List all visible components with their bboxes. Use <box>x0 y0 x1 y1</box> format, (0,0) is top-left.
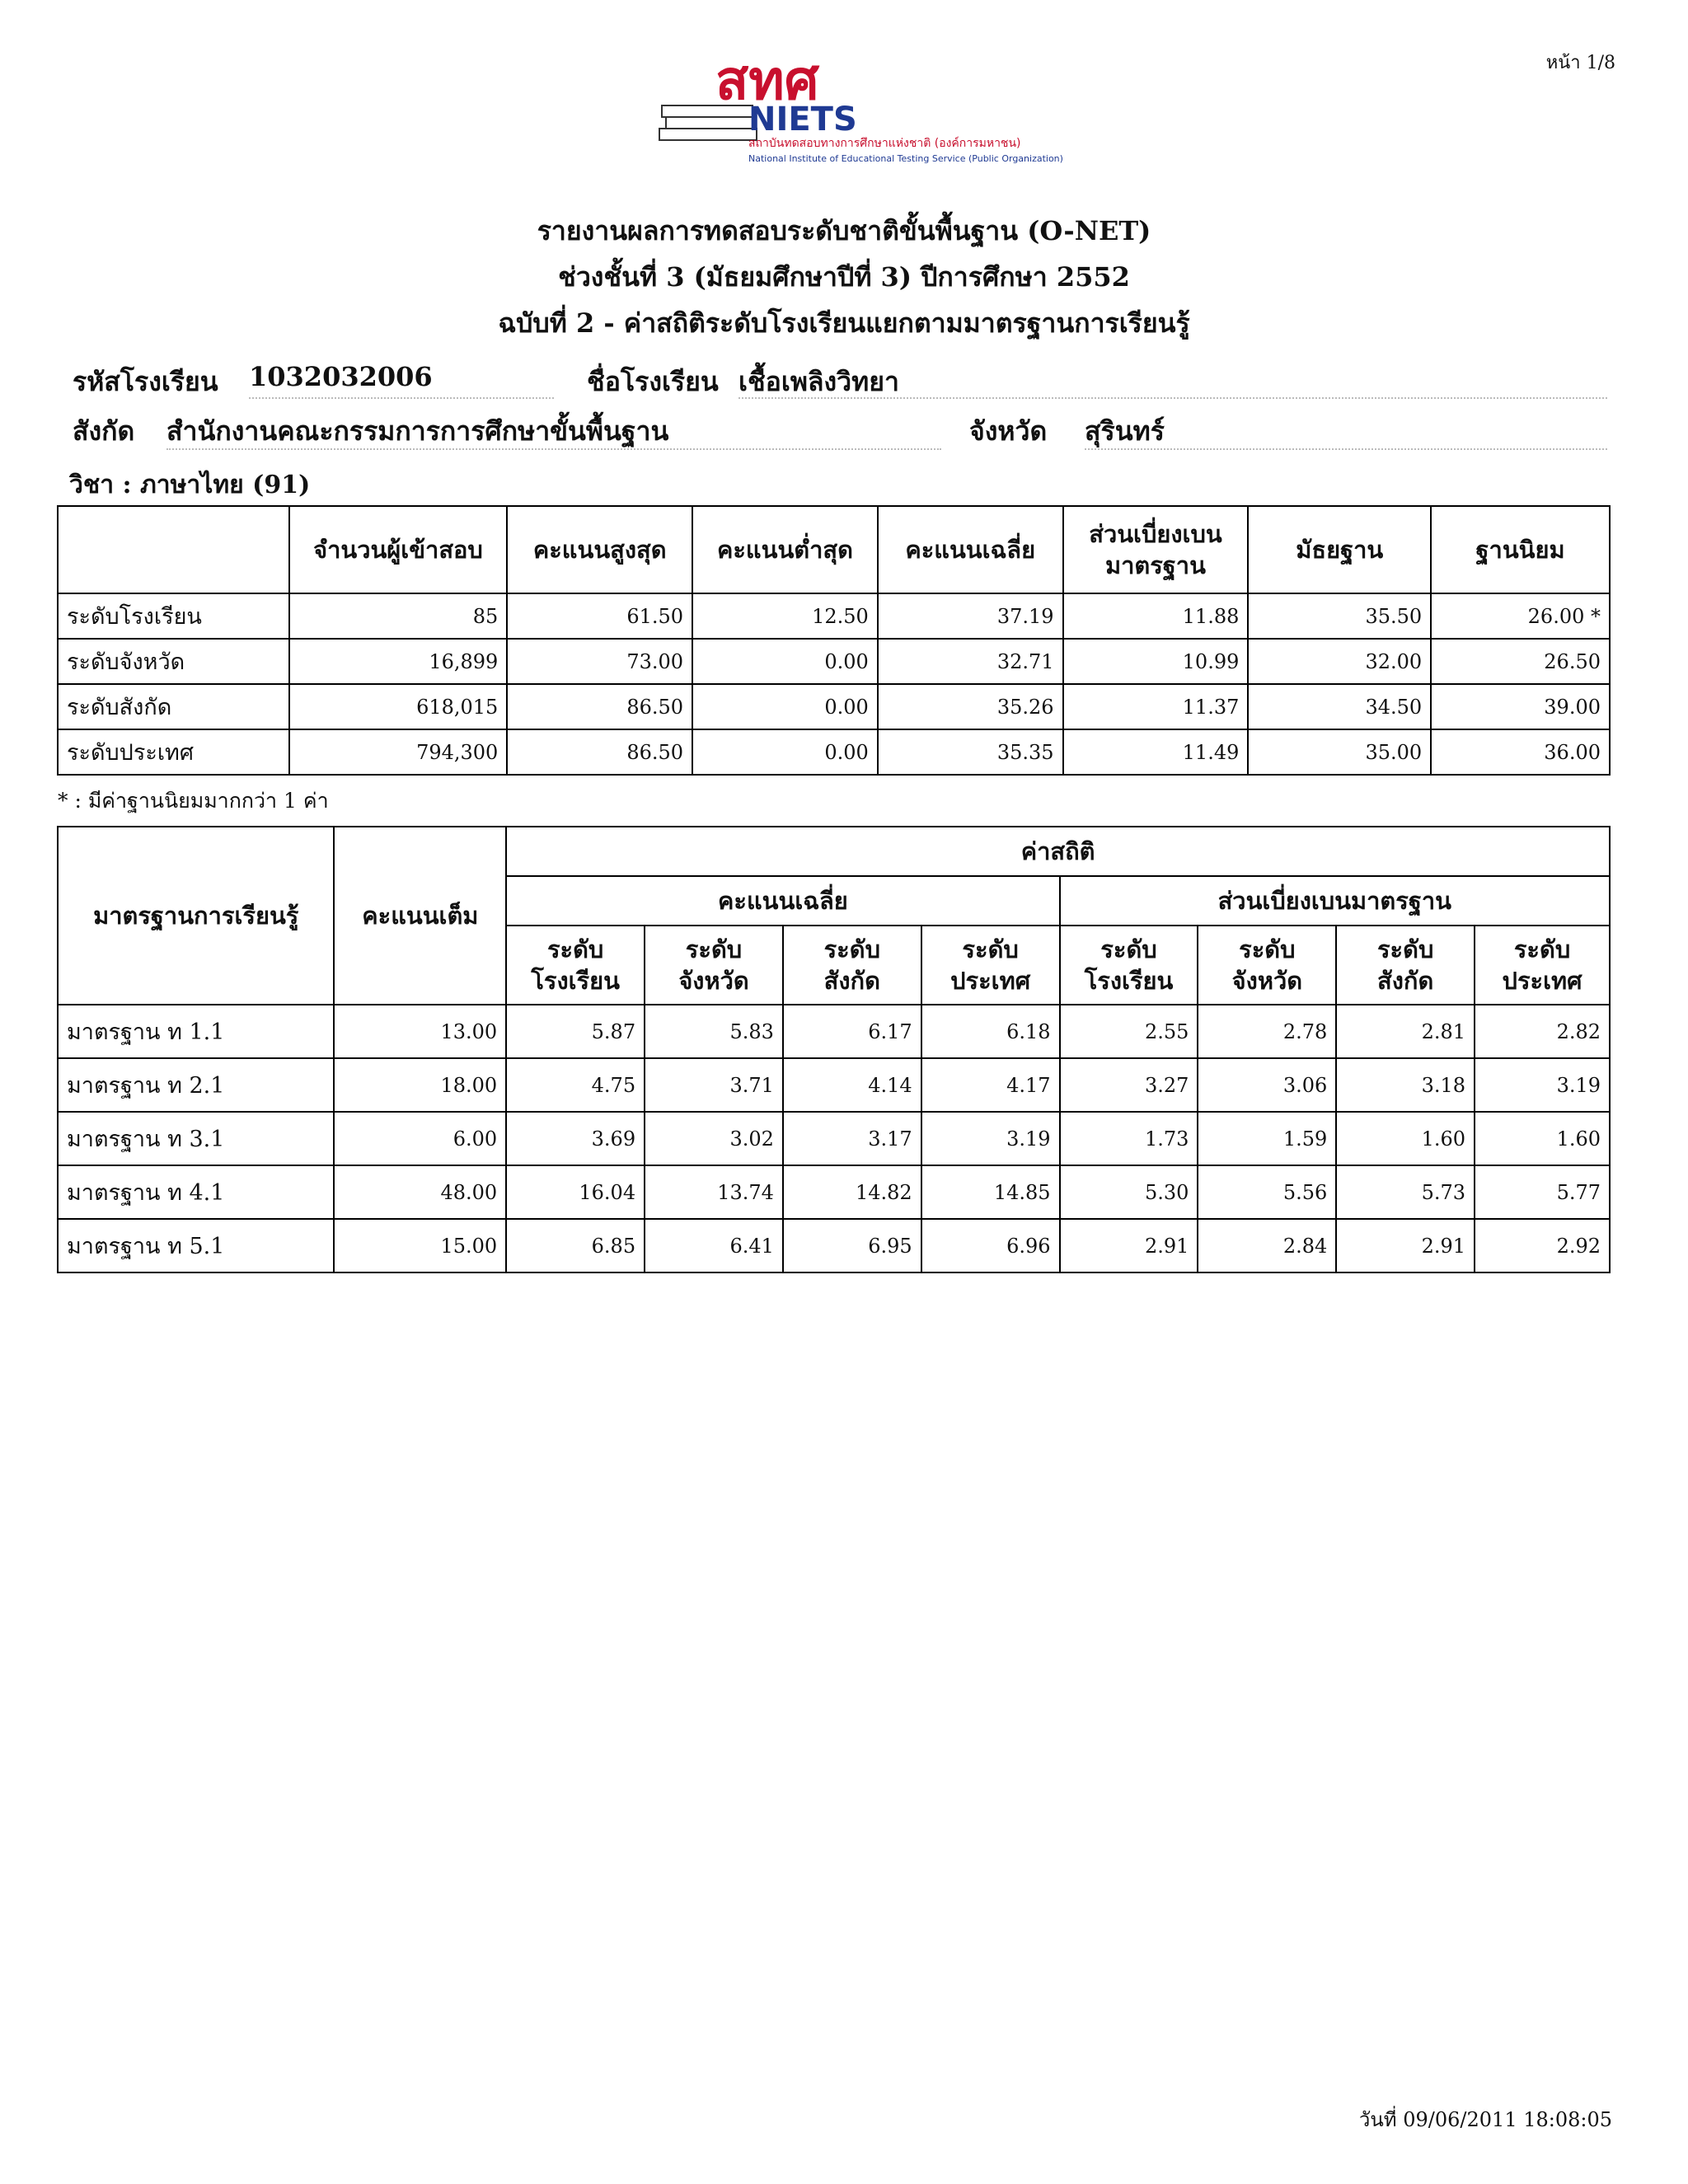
standards-cell: 2.55 <box>1060 1005 1198 1058</box>
level-header-name: สังกัด <box>1377 967 1434 995</box>
summary-cell: 36.00 <box>1431 729 1610 775</box>
summary-header-max: คะแนนสูงสุด <box>507 506 692 593</box>
standards-cell: 18.00 <box>334 1058 506 1112</box>
standards-cell: 5.83 <box>645 1005 783 1058</box>
level-header <box>1475 926 1610 1005</box>
standards-cell: 48.00 <box>334 1165 506 1219</box>
standards-cell: 13.00 <box>334 1005 506 1058</box>
level-header-top: ระดับ <box>823 935 881 963</box>
summary-row <box>58 729 1610 775</box>
school-code-value: 1032032006 <box>249 361 433 392</box>
level-header-top: ระดับ <box>1513 935 1571 963</box>
logo-thai-mark: สทศ <box>715 49 819 112</box>
standards-cell: 2.91 <box>1060 1219 1198 1272</box>
summary-cell: 32.71 <box>878 639 1063 684</box>
province-label: จังหวัด <box>969 415 1048 447</box>
title-line-1: รายงานผลการทดสอบระดับชาติขั้นพื้นฐาน (O-NET) <box>537 215 1151 246</box>
standards-cell: 1.59 <box>1198 1112 1336 1165</box>
summary-cell: 0.00 <box>692 684 878 729</box>
summary-row <box>58 684 1610 729</box>
summary-cell: 794,300 <box>289 729 508 775</box>
standards-table <box>57 826 1611 1273</box>
summary-cell: 26.50 <box>1431 639 1610 684</box>
summary-row <box>58 639 1610 684</box>
standards-cell: 2.91 <box>1336 1219 1475 1272</box>
level-header-top: ระดับ <box>685 935 743 963</box>
school-name-value: เชื้อเพลิงวิทยา <box>738 366 899 397</box>
standards-cell: 2.78 <box>1198 1005 1336 1058</box>
standards-row <box>58 1112 1610 1165</box>
level-header-top: ระดับ <box>1239 935 1296 963</box>
level-header <box>1336 926 1475 1005</box>
summary-cell: 37.19 <box>878 593 1063 639</box>
level-header-top: ระดับ <box>546 935 604 963</box>
standards-cell: 4.17 <box>921 1058 1060 1112</box>
summary-cell: 0.00 <box>692 729 878 775</box>
school-code-label: รหัสโรงเรียน <box>73 366 218 397</box>
level-header-top: ระดับ <box>962 935 1019 963</box>
school-name-underline <box>738 397 1607 399</box>
province-underline <box>1085 448 1607 450</box>
standards-cell: 5.87 <box>506 1005 645 1058</box>
standards-cell: มาตรฐาน ท 2.1 <box>58 1058 334 1112</box>
standards-cell: มาตรฐาน ท 4.1 <box>58 1165 334 1219</box>
standards-cell: 1.60 <box>1475 1112 1610 1165</box>
summary-cell: ระดับสังกัด <box>58 684 289 729</box>
level-header-name: จังหวัด <box>1231 967 1303 995</box>
standards-cell: มาตรฐาน ท 1.1 <box>58 1005 334 1058</box>
summary-header-count: จำนวนผู้เข้าสอบ <box>289 506 508 593</box>
summary-cell: 10.99 <box>1063 639 1249 684</box>
standards-cell: 6.00 <box>334 1112 506 1165</box>
summary-header-sd-line2: มาตรฐาน <box>1105 551 1206 579</box>
standards-cell: 5.56 <box>1198 1165 1336 1219</box>
level-header-name: สังกัด <box>823 967 880 995</box>
standards-cell: 4.14 <box>783 1058 921 1112</box>
standards-header-full-score: คะแนนเต็ม <box>334 827 506 1005</box>
standards-cell: 6.85 <box>506 1219 645 1272</box>
niets-logo-graphic <box>625 41 1086 173</box>
standards-cell: 3.19 <box>921 1112 1060 1165</box>
standards-header-stats: ค่าสถิติ <box>506 827 1610 876</box>
standards-cell: 3.06 <box>1198 1058 1336 1112</box>
standards-header-sd: ส่วนเบี่ยงเบนมาตรฐาน <box>1060 876 1610 926</box>
summary-header-blank <box>58 506 289 593</box>
level-header <box>506 926 645 1005</box>
standards-cell: 6.95 <box>783 1219 921 1272</box>
standards-cell: 1.73 <box>1060 1112 1198 1165</box>
summary-cell: ระดับจังหวัด <box>58 639 289 684</box>
summary-cell: 73.00 <box>507 639 692 684</box>
summary-table <box>57 505 1611 776</box>
summary-header-sd-line1: ส่วนเบี่ยงเบน <box>1089 520 1222 548</box>
standards-row <box>58 1219 1610 1272</box>
summary-cell: 32.00 <box>1248 639 1431 684</box>
standards-cell: 3.02 <box>645 1112 783 1165</box>
footnote: * : มีค่าฐานนิยมมากกว่า 1 ค่า <box>58 789 329 813</box>
summary-cell: 618,015 <box>289 684 508 729</box>
standards-header-mean: คะแนนเฉลี่ย <box>506 876 1059 926</box>
summary-header-median: มัธยฐาน <box>1248 506 1431 593</box>
standards-cell: 6.18 <box>921 1005 1060 1058</box>
niets-logo <box>625 41 1086 173</box>
summary-header-min: คะแนนต่ำสุด <box>692 506 878 593</box>
summary-cell: 35.35 <box>878 729 1063 775</box>
summary-cell: 35.26 <box>878 684 1063 729</box>
standards-cell: 5.77 <box>1475 1165 1610 1219</box>
standards-cell: 2.82 <box>1475 1005 1610 1058</box>
summary-cell: 86.50 <box>507 684 692 729</box>
summary-cell: 34.50 <box>1248 684 1431 729</box>
standards-cell: 1.60 <box>1336 1112 1475 1165</box>
logo-abbr: NIETS <box>748 101 857 138</box>
summary-cell: 11.88 <box>1063 593 1249 639</box>
standards-cell: 3.69 <box>506 1112 645 1165</box>
standards-cell: 4.75 <box>506 1058 645 1112</box>
standards-cell: 6.96 <box>921 1219 1060 1272</box>
summary-header-sd <box>1063 506 1249 593</box>
school-name-label: ชื่อโรงเรียน <box>587 366 719 397</box>
standards-cell: 15.00 <box>334 1219 506 1272</box>
summary-cell: ระดับโรงเรียน <box>58 593 289 639</box>
summary-cell: 39.00 <box>1431 684 1610 729</box>
standards-header-row-1 <box>58 827 1610 876</box>
report-titles <box>0 208 1688 346</box>
affiliation-value: สำนักงานคณะกรรมการการศึกษาขั้นพื้นฐาน <box>166 415 669 447</box>
standards-cell: 2.84 <box>1198 1219 1336 1272</box>
affiliation-underline <box>166 448 941 450</box>
page-number: หน้า 1/8 <box>1545 53 1615 73</box>
summary-cell: 11.49 <box>1063 729 1249 775</box>
affiliation-label: สังกัด <box>73 415 135 447</box>
level-header-top: ระดับ <box>1100 935 1157 963</box>
standards-cell: 6.17 <box>783 1005 921 1058</box>
standards-cell: มาตรฐาน ท 3.1 <box>58 1112 334 1165</box>
standards-cell: 3.18 <box>1336 1058 1475 1112</box>
standards-cell: มาตรฐาน ท 5.1 <box>58 1219 334 1272</box>
summary-cell: 35.50 <box>1248 593 1431 639</box>
level-header-top: ระดับ <box>1376 935 1434 963</box>
standards-header-standard: มาตรฐานการเรียนรู้ <box>58 827 334 1005</box>
level-header-name: โรงเรียน <box>1084 967 1174 995</box>
standards-row <box>58 1005 1610 1058</box>
standards-row <box>58 1165 1610 1219</box>
level-header <box>645 926 783 1005</box>
standards-cell: 3.71 <box>645 1058 783 1112</box>
standards-row <box>58 1058 1610 1112</box>
standards-cell: 5.30 <box>1060 1165 1198 1219</box>
logo-english-name: National Institute of Educational Testing Service (Public Organization) <box>748 153 1063 164</box>
standards-cell: 3.19 <box>1475 1058 1610 1112</box>
standards-cell: 2.92 <box>1475 1219 1610 1272</box>
level-header <box>783 926 921 1005</box>
province-value: สุรินทร์ <box>1085 415 1165 447</box>
standards-cell: 3.27 <box>1060 1058 1198 1112</box>
standards-cell: 14.82 <box>783 1165 921 1219</box>
summary-header-mean: คะแนนเฉลี่ย <box>878 506 1063 593</box>
subject-label: วิชา : ภาษาไทย (91) <box>69 471 311 499</box>
standards-cell: 2.81 <box>1336 1005 1475 1058</box>
summary-header-mode: ฐานนิยม <box>1431 506 1610 593</box>
level-header-name: ประเทศ <box>1502 967 1582 995</box>
summary-cell: 35.00 <box>1248 729 1431 775</box>
level-header-name: จังหวัด <box>678 967 749 995</box>
level-header <box>1198 926 1336 1005</box>
summary-cell: 85 <box>289 593 508 639</box>
school-code-underline <box>249 397 554 399</box>
logo-thai-name: สถาบันทดสอบทางการศึกษาแห่งชาติ (องค์การมหาชน) <box>748 137 1021 150</box>
summary-row <box>58 593 1610 639</box>
title-line-3: ฉบับที่ 2 - ค่าสถิติระดับโรงเรียนแยกตามมาตรฐานการเรียนรู้ <box>498 307 1190 339</box>
standards-cell: 6.41 <box>645 1219 783 1272</box>
standards-cell: 3.17 <box>783 1112 921 1165</box>
summary-cell: ระดับประเทศ <box>58 729 289 775</box>
summary-cell: 16,899 <box>289 639 508 684</box>
level-header <box>1060 926 1198 1005</box>
summary-cell: 86.50 <box>507 729 692 775</box>
summary-cell: 12.50 <box>692 593 878 639</box>
summary-cell: 61.50 <box>507 593 692 639</box>
summary-cell: 26.00 * <box>1431 593 1610 639</box>
print-date: วันที่ 09/06/2011 18:08:05 <box>1358 2108 1612 2131</box>
level-header-name: ประเทศ <box>950 967 1031 995</box>
standards-cell: 5.73 <box>1336 1165 1475 1219</box>
title-line-2: ช่วงชั้นที่ 3 (มัธยมศึกษาปีที่ 3) ปีการศึกษา 2552 <box>558 261 1130 293</box>
summary-cell: 11.37 <box>1063 684 1249 729</box>
summary-header-row <box>58 506 1610 593</box>
level-header <box>921 926 1060 1005</box>
standards-cell: 16.04 <box>506 1165 645 1219</box>
summary-cell: 0.00 <box>692 639 878 684</box>
standards-cell: 13.74 <box>645 1165 783 1219</box>
level-header-name: โรงเรียน <box>531 967 620 995</box>
standards-cell: 14.85 <box>921 1165 1060 1219</box>
